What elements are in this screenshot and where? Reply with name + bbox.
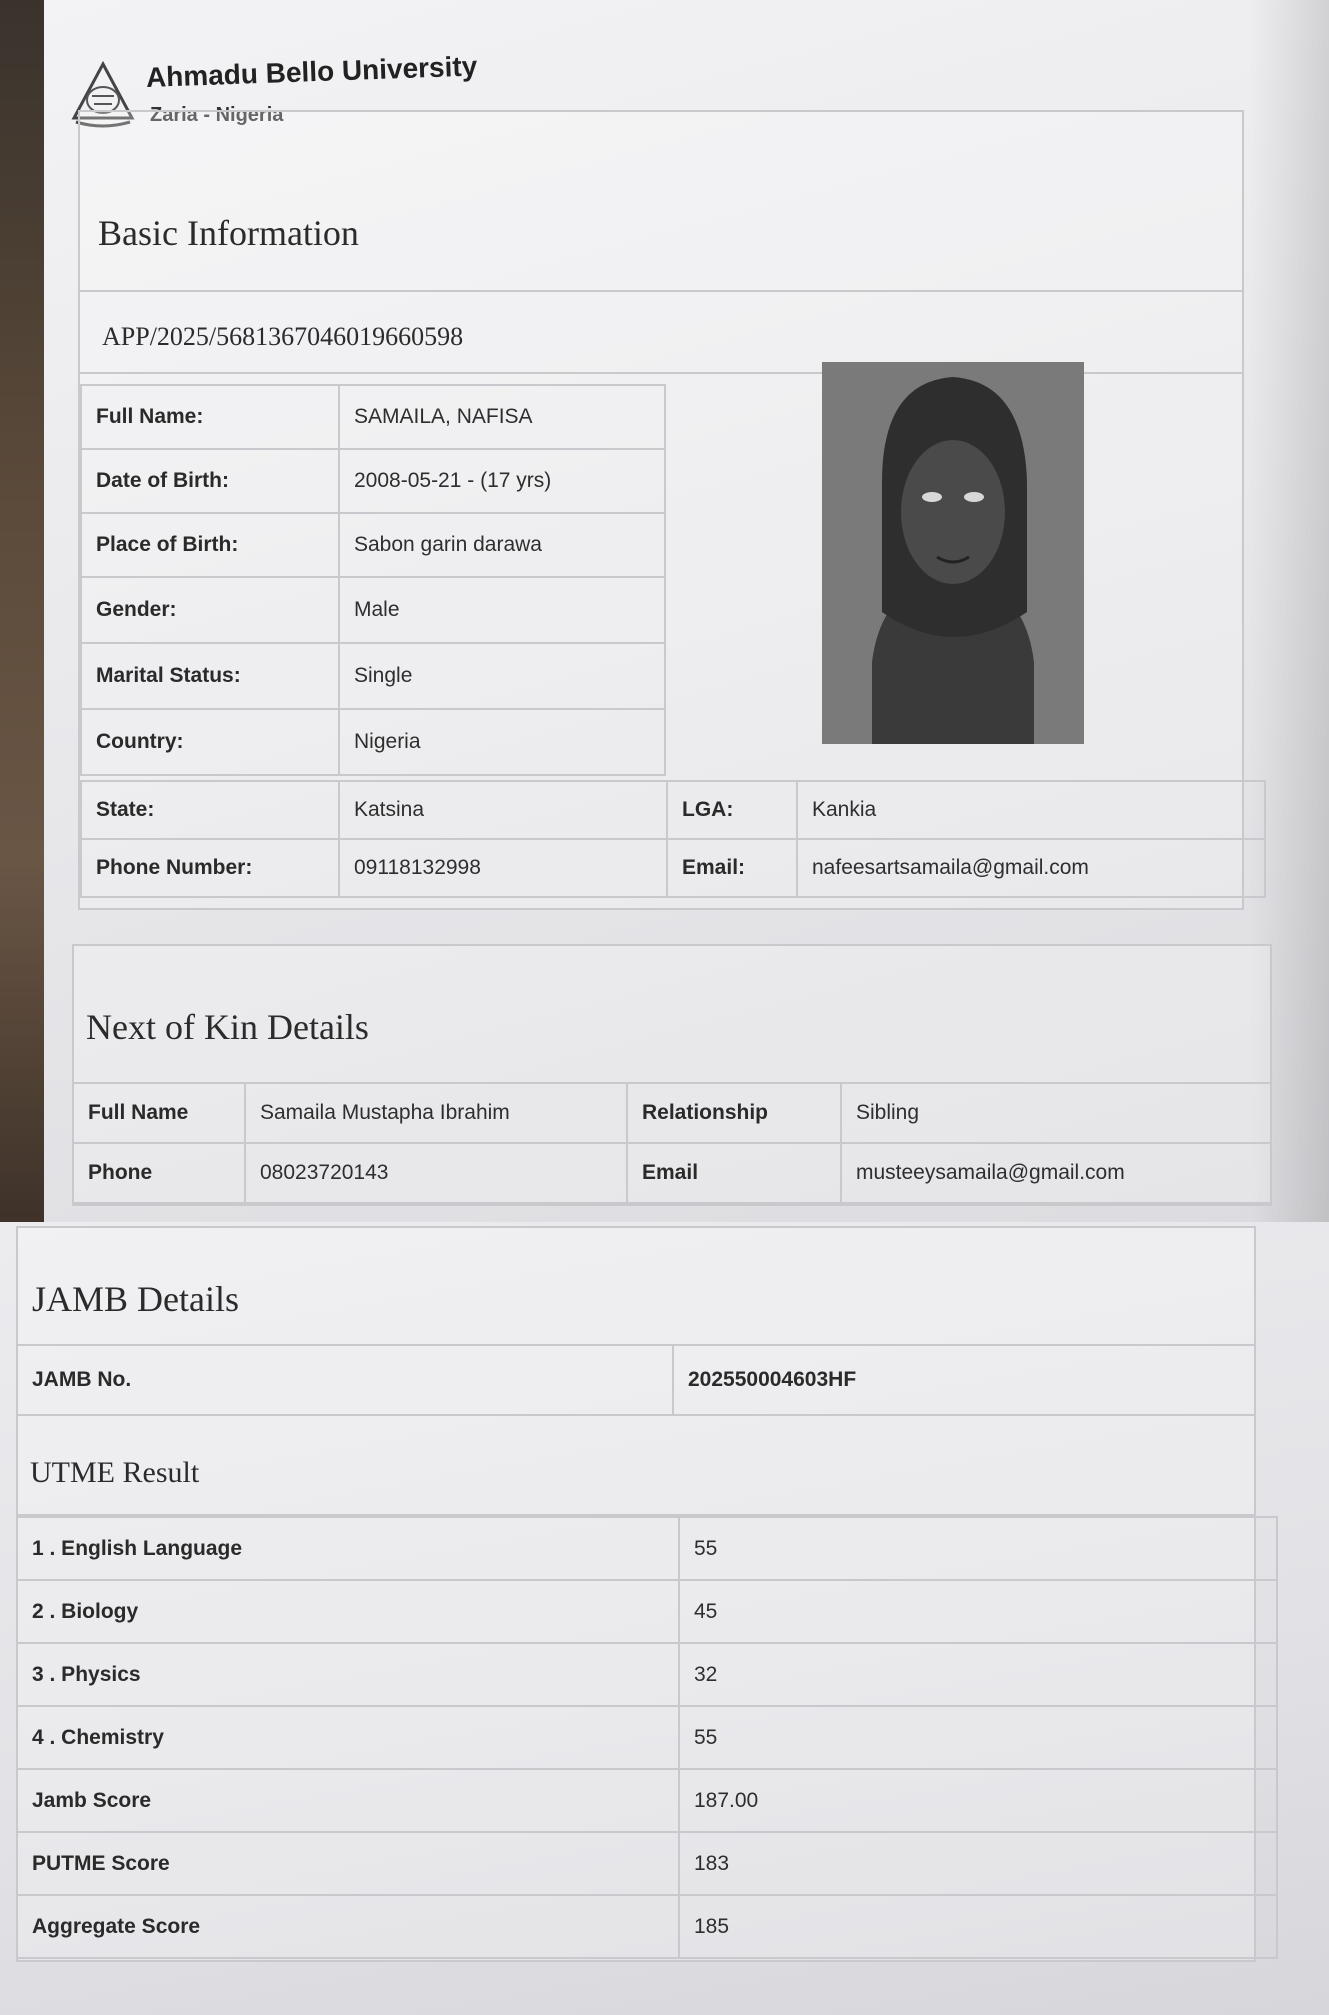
university-location: Zaria - Nigeria <box>150 104 284 126</box>
table-row <box>73 1143 1271 1203</box>
kin-phone-value: 08023720143 <box>245 1143 627 1203</box>
table-row <box>17 1345 1255 1415</box>
university-name: Ahmadu Bello University <box>145 50 478 93</box>
jamb-score-value: 187.00 <box>679 1769 1277 1832</box>
field-label: Date of Birth: <box>81 449 339 513</box>
date-of-birth-value: 2008-05-21 - (17 yrs) <box>339 449 665 513</box>
putme-score-value: 183 <box>679 1832 1277 1895</box>
place-of-birth-value: Sabon garin darawa <box>339 513 665 577</box>
score-label: Jamb Score <box>17 1769 679 1832</box>
field-label: Email: <box>667 839 797 897</box>
table-row <box>81 513 665 577</box>
subject-label: 1 . English Language <box>17 1517 679 1580</box>
field-label: Full Name <box>73 1083 245 1143</box>
table-row <box>17 1895 1277 1958</box>
kin-full-name-value: Samaila Mustapha Ibrahim <box>245 1083 627 1143</box>
field-label: Email <box>627 1143 841 1203</box>
application-number: APP/2025/5681367046019660598 <box>102 322 464 351</box>
subject-score: 45 <box>679 1580 1277 1643</box>
email-value: nafeesartsamaila@gmail.com <box>797 839 1265 897</box>
table-row <box>17 1832 1277 1895</box>
divider <box>78 290 1244 292</box>
lga-value: Kankia <box>797 781 1265 839</box>
basic-information-title: Basic Information <box>98 213 359 253</box>
table-row <box>17 1643 1277 1706</box>
field-label: Full Name: <box>81 385 339 449</box>
subject-label: 4 . Chemistry <box>17 1706 679 1769</box>
field-label: JAMB No. <box>17 1345 673 1415</box>
contact-details-table <box>80 780 1266 898</box>
field-label: LGA: <box>667 781 797 839</box>
utme-result-table <box>16 1516 1278 1959</box>
jamb-number-value: 202550004603HF <box>673 1345 1255 1415</box>
table-row <box>81 709 665 775</box>
gender-value: Male <box>339 577 665 643</box>
score-label: PUTME Score <box>17 1832 679 1895</box>
utme-result-title: UTME Result <box>30 1456 200 1489</box>
table-row <box>81 577 665 643</box>
marital-status-value: Single <box>339 643 665 709</box>
jamb-details-title: JAMB Details <box>32 1279 239 1319</box>
field-label: Phone <box>73 1143 245 1203</box>
subject-label: 2 . Biology <box>17 1580 679 1643</box>
field-label: Phone Number: <box>81 839 339 897</box>
country-value: Nigeria <box>339 709 665 775</box>
table-row <box>73 1083 1271 1143</box>
table-row <box>81 449 665 513</box>
table-row <box>81 781 1265 839</box>
next-of-kin-title: Next of Kin Details <box>86 1007 369 1047</box>
table-row <box>17 1580 1277 1643</box>
subject-label: 3 . Physics <box>17 1643 679 1706</box>
state-value: Katsina <box>339 781 667 839</box>
table-row <box>81 643 665 709</box>
table-row <box>17 1517 1277 1580</box>
phone-number-value: 09118132998 <box>339 839 667 897</box>
subject-score: 32 <box>679 1643 1277 1706</box>
aggregate-score-value: 185 <box>679 1895 1277 1958</box>
personal-details-table <box>80 384 666 776</box>
full-name-value: SAMAILA, NAFISA <box>339 385 665 449</box>
applicant-photo <box>822 362 1084 744</box>
score-label: Aggregate Score <box>17 1895 679 1958</box>
field-label: State: <box>81 781 339 839</box>
jamb-number-table <box>16 1344 1256 1416</box>
kin-email-value: musteeysamaila@gmail.com <box>841 1143 1271 1203</box>
table-row <box>81 385 665 449</box>
field-label: Gender: <box>81 577 339 643</box>
field-label: Marital Status: <box>81 643 339 709</box>
next-of-kin-table <box>72 1082 1272 1204</box>
field-label: Relationship <box>627 1083 841 1143</box>
table-row <box>17 1769 1277 1832</box>
kin-relationship-value: Sibling <box>841 1083 1271 1143</box>
field-label: Place of Birth: <box>81 513 339 577</box>
table-row <box>17 1706 1277 1769</box>
table-row <box>81 839 1265 897</box>
subject-score: 55 <box>679 1706 1277 1769</box>
subject-score: 55 <box>679 1517 1277 1580</box>
field-label: Country: <box>81 709 339 775</box>
